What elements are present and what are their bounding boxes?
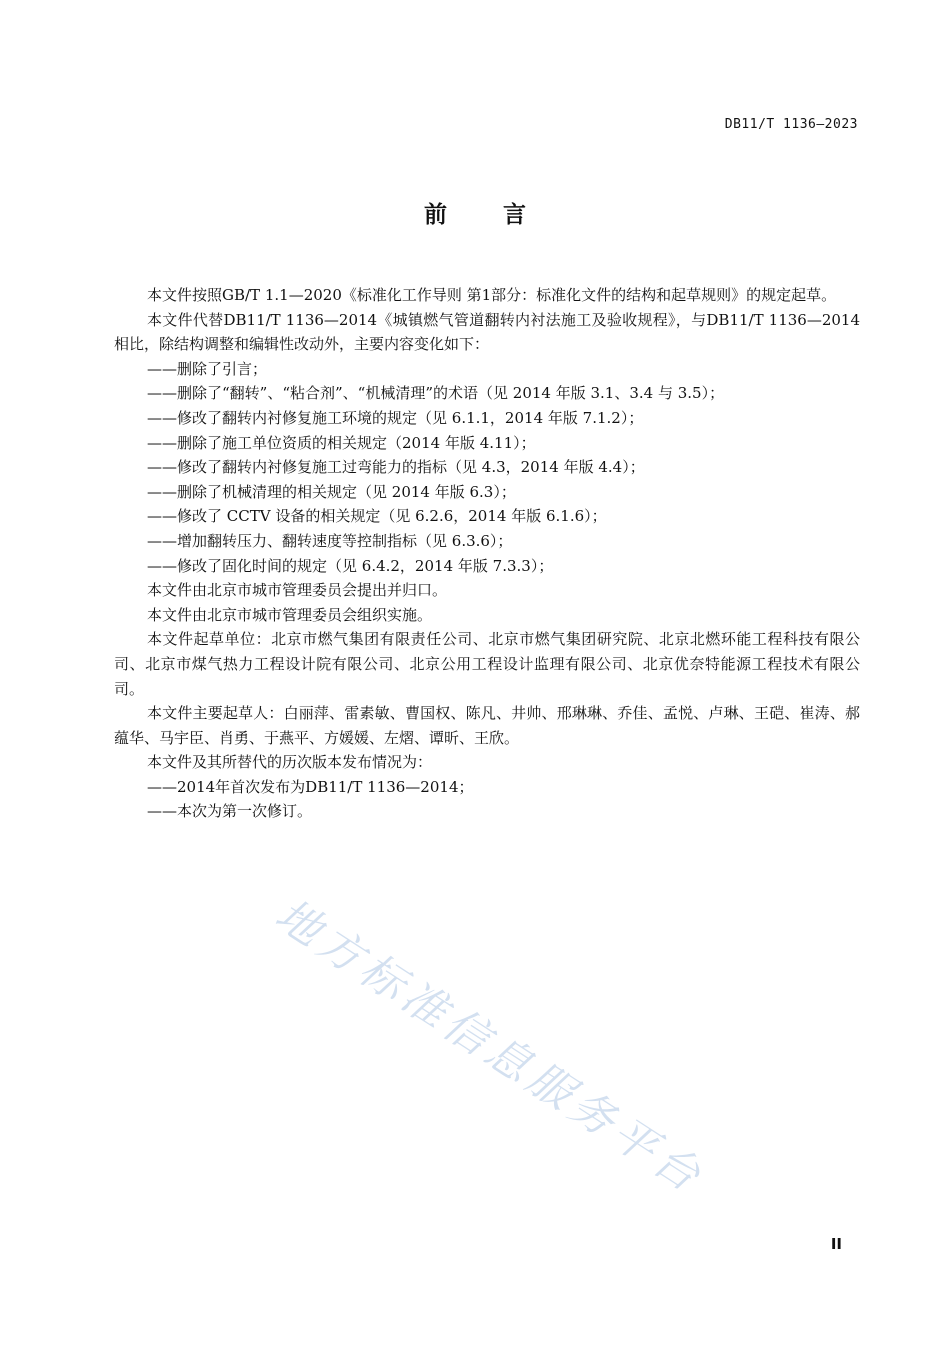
paragraph-proposed-by: 本文件由北京市城市管理委员会提出并归口。	[147, 581, 448, 600]
history-item: ——本次为第一次修订。	[147, 802, 313, 821]
history-item: ——2014年首次发布为DB11/T 1136—2014；	[147, 777, 474, 796]
change-item: ——删除了引言；	[147, 359, 268, 378]
change-item: ——删除了“翻转”、“粘合剂”、“机械清理”的术语（见 2014 年版 3.1、3.4 与 3.5）；	[147, 384, 725, 403]
change-item: ——修改了翻转内衬修复施工过弯能力的指标（见 4.3，2014 年版 4.4）；	[147, 458, 645, 477]
paragraph-implemented-by: 本文件由北京市城市管理委员会组织实施。	[147, 605, 433, 624]
watermark: 地方标准信息服务平台	[266, 889, 714, 1205]
paragraph-version-history: 本文件及其所替代的历次版本发布情况为：	[147, 753, 433, 772]
paragraph-replaces: 本文件代替DB11/T 1136—2014《城镇燃气管道翻转内衬法施工及验收规程》，与DB11/T 1136—2014相比，除结构调整和编辑性改动外，主要内容变化如下：	[114, 310, 860, 354]
change-item: ——修改了固化时间的规定（见 6.4.2，2014 年版 7.3.3）；	[147, 556, 554, 575]
page-title: 前言	[424, 202, 582, 228]
paragraph-drafting-rules: 本文件按照GB/T 1.1—2020《标准化工作导则 第1部分：标准化文件的结构和起草规则》的规定起草。	[147, 286, 837, 304]
change-item: ——增加翻转压力、翻转速度等控制指标（见 6.3.6）；	[147, 531, 513, 550]
foreword-body	[114, 283, 860, 824]
change-item: ——删除了机械清理的相关规定（见 2014 年版 6.3）；	[147, 482, 516, 501]
change-item: ——删除了施工单位资质的相关规定（2014 年版 4.11）；	[147, 433, 536, 452]
change-item: ——修改了翻转内衬修复施工环境的规定（见 6.1.1，2014 年版 7.1.2）；	[147, 408, 644, 427]
paragraph-drafting-units: 本文件起草单位：北京市燃气集团有限责任公司、北京市燃气集团研究院、北京北燃环能工程科技有限公司、北京市煤气热力工程设计院有限公司、北京公用工程设计监理有限公司、北京优奈特能源工程技术有限公司。	[114, 630, 860, 698]
document-code: DB11/T 1136—2023	[724, 117, 858, 132]
paragraph-drafters: 本文件主要起草人：白丽萍、雷素敏、曹国权、陈凡、井帅、邢琳琳、乔佳、孟悦、卢琳、王硙、崔涛、郝蕴华、马宇臣、肖勇、于燕平、方媛媛、左熠、谭昕、王欣。	[114, 704, 860, 747]
change-item: ——修改了 CCTV 设备的相关规定（见 6.2.6，2014 年版 6.1.6）；	[147, 507, 607, 526]
page-number: II	[830, 1235, 842, 1253]
